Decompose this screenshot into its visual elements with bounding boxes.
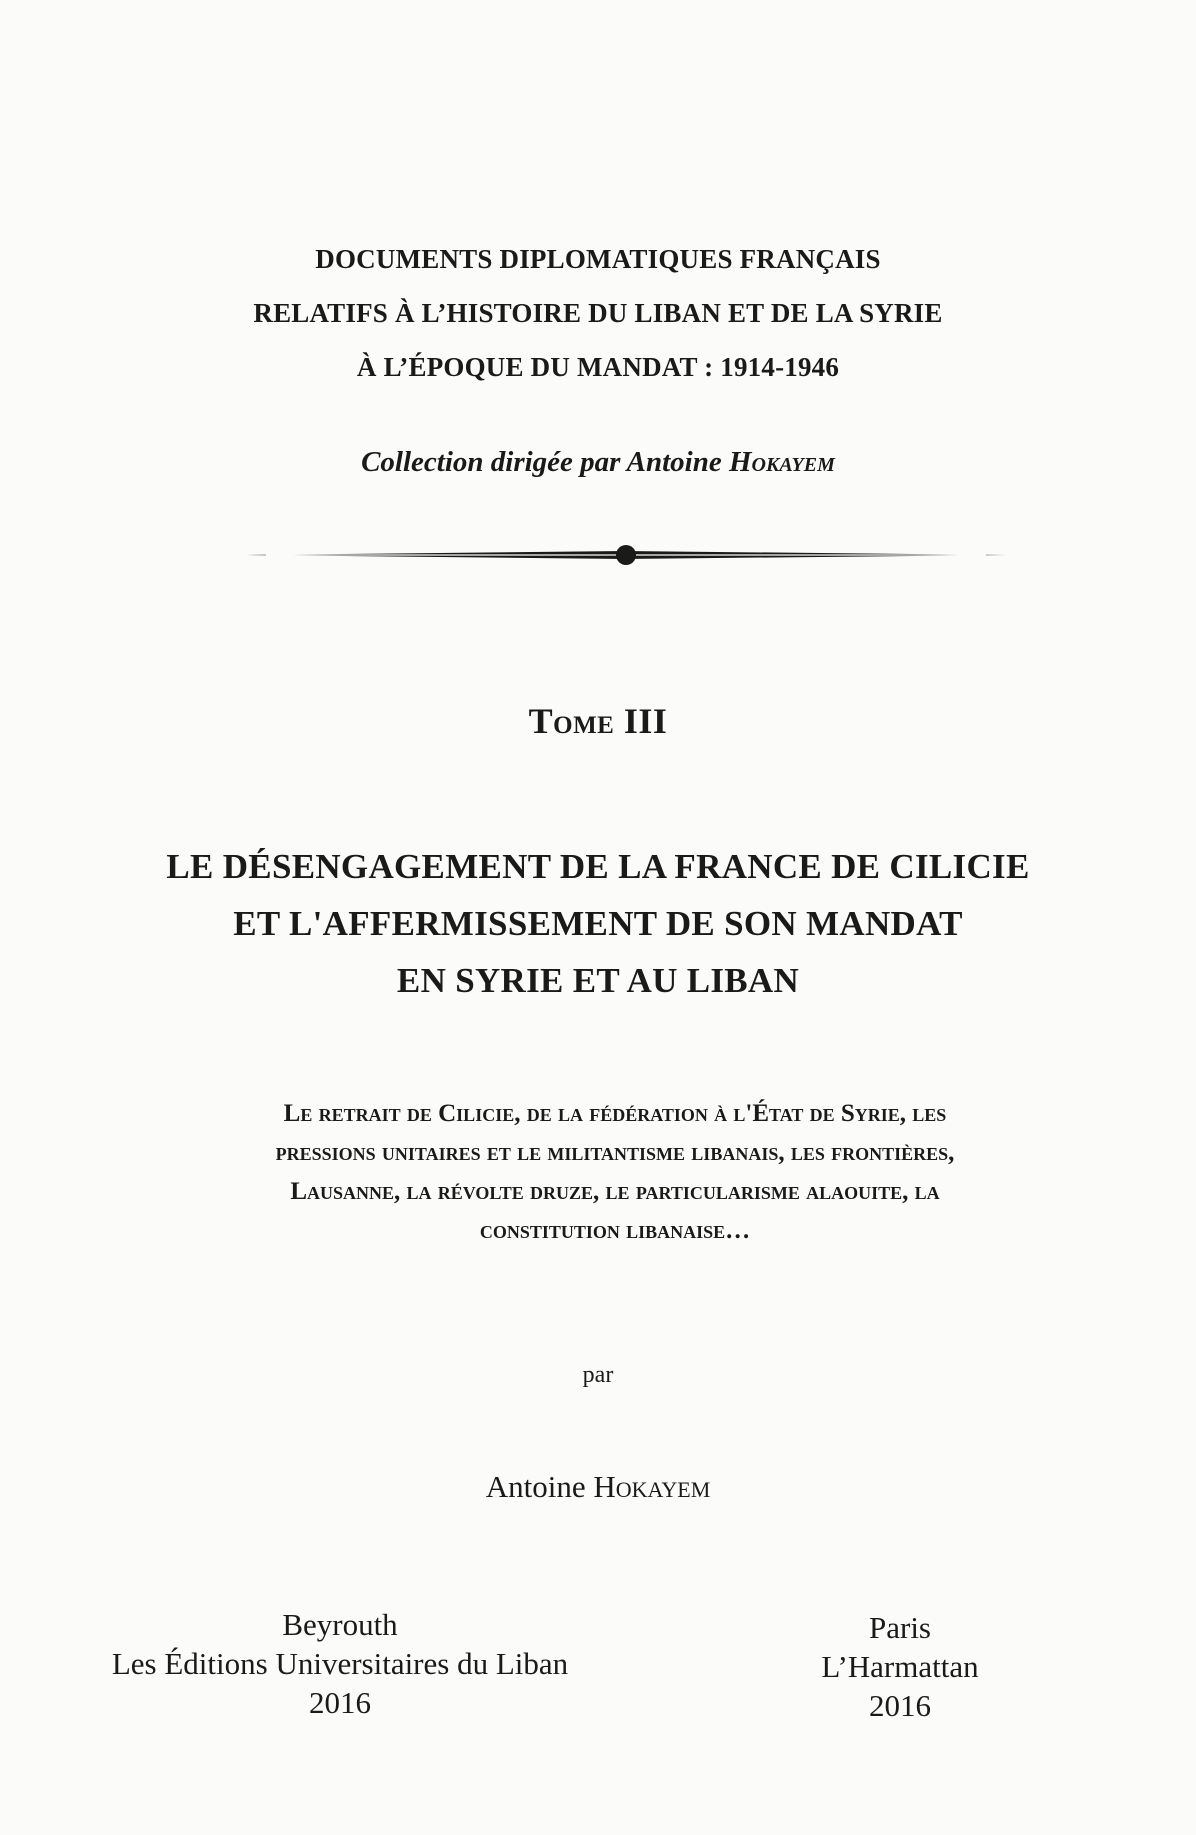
subtitle-line-3: Lausanne, la révolte druze, le particularisme alaouite, la <box>290 1178 940 1205</box>
publisher-name: Les Éditions Universitaires du Liban <box>111 1646 569 1681</box>
publisher-paris <box>760 1608 1040 1725</box>
main-title-line-1: LE DÉSENGAGEMENT DE LA FRANCE DE CILICIE <box>166 847 1030 886</box>
publisher-year: 2016 <box>869 1688 931 1723</box>
main-title-line-2: ET L'AFFERMISSEMENT DE SON MANDAT <box>233 904 963 943</box>
subtitle <box>130 1094 1100 1250</box>
collection-title-line-1: DOCUMENTS DIPLOMATIQUES FRANÇAIS <box>315 244 881 274</box>
main-title <box>0 838 1196 1009</box>
collection-title <box>0 232 1196 394</box>
by-label: par <box>582 1362 614 1388</box>
collection-title-line-3: À L’ÉPOQUE DU MANDAT : 1914-1946 <box>356 352 840 382</box>
subtitle-line-1: Le retrait de Cilicie, de la fédération à l'État de Syrie, les <box>283 1100 947 1127</box>
author-name <box>0 1469 1196 1505</box>
publisher-year: 2016 <box>309 1685 371 1720</box>
collection-editor <box>0 446 1196 479</box>
subtitle-line-4: constitution libanaise… <box>479 1217 751 1244</box>
collection-title-line-2: RELATIFS À L’HISTOIRE DU LIBAN ET DE LA SYRIE <box>253 298 943 328</box>
main-title-line-3: EN SYRIE ET AU LIBAN <box>396 961 800 1000</box>
publisher-name: L’Harmattan <box>821 1649 979 1684</box>
subtitle-line-2: pressions unitaires et le militantisme libanais, les frontières, <box>275 1139 955 1166</box>
tome-number: Tome III <box>528 701 668 741</box>
ornament-divider <box>246 540 1006 570</box>
publisher-city: Beyrouth <box>282 1607 398 1642</box>
author-last-name: Hokayem <box>593 1469 711 1504</box>
author-first-name: Antoine <box>485 1469 594 1504</box>
editor-name: Hokayem <box>728 446 835 478</box>
publisher-city: Paris <box>869 1610 931 1645</box>
publisher-beyrouth <box>60 1605 620 1722</box>
editor-prefix: Collection dirigée par Antoine <box>361 446 729 478</box>
